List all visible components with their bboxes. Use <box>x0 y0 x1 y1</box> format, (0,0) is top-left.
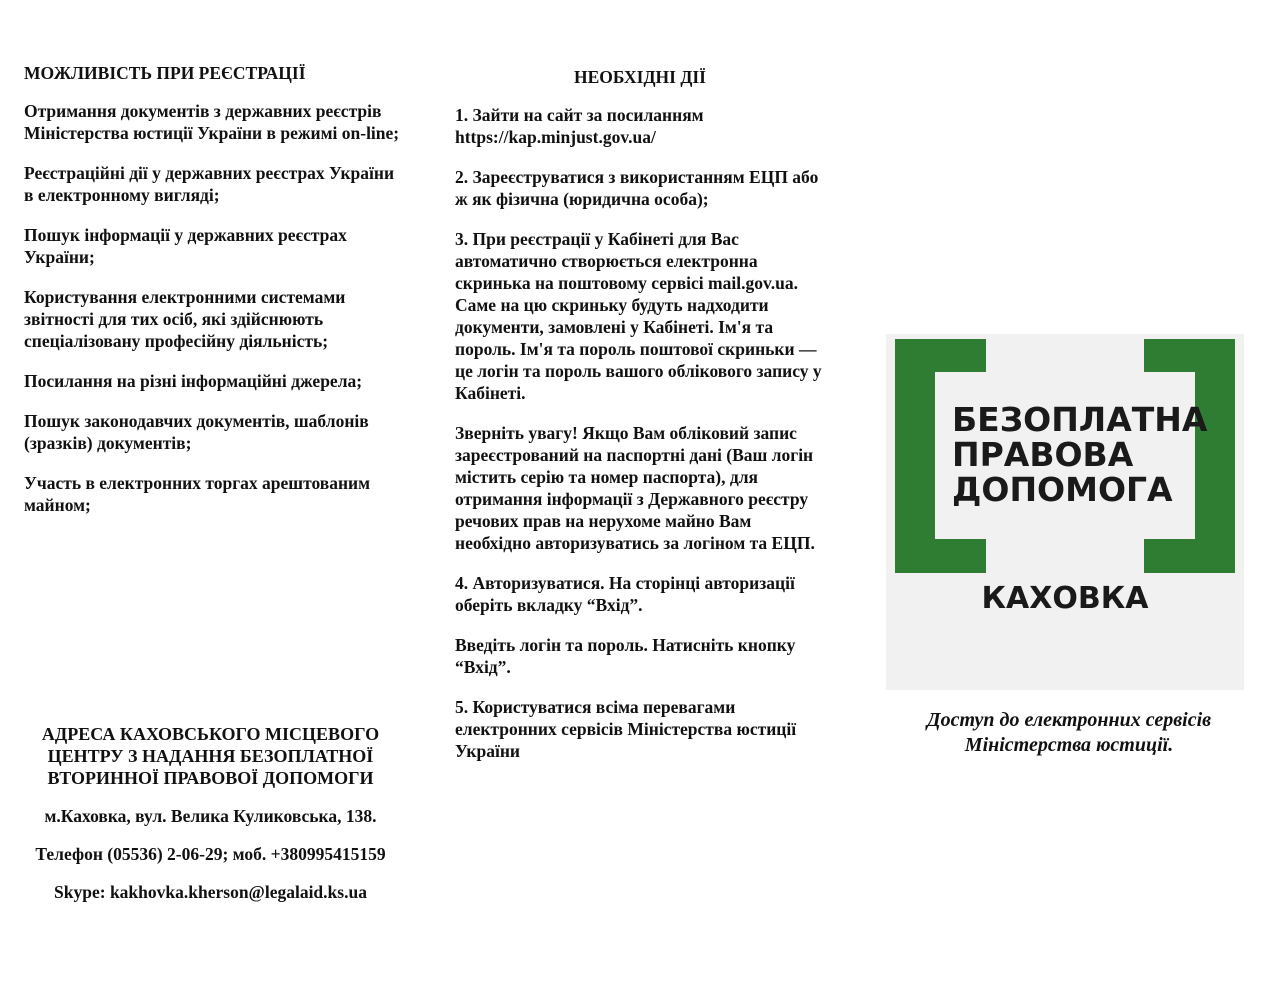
step-item: 1. Зайти на сайт за посиланням https://kap.minjust.gov.ua/ <box>455 105 704 147</box>
registration-options-column <box>24 62 404 534</box>
logo-line-3: ДОПОМОГА <box>952 470 1173 509</box>
address-skype: Skype: kakhovka.kherson@legalaid.ks.ua <box>54 882 367 902</box>
step-item: 3. При реєстрації у Кабінеті для Вас автоматично створюється електронна скринька на поштовому сервісі mail.gov.ua. Саме на цю скриньку будуть надходити документи, замовлені у Кабінеті. Ім'я та пороль. Ім'я та пороль поштової скриньки — це логін та пороль вашого облікового запису у Кабінеті. <box>455 229 822 403</box>
logo-graphic <box>886 334 1244 690</box>
step-item: Зверніть увагу! Якщо Вам обліковий запис зареєстрований на паспортні дані (Ваш логін містить серію та номер паспорта), для отримання інформації з Державного реєстру речових прав на нерухоме майно Вам необхідно авторизуватись за логіном та ЕЦП. <box>455 423 815 553</box>
address-title: АДРЕСА КАХОВСЬКОГО МІСЦЕВОГО ЦЕНТРУ З НАДАННЯ БЕЗОПЛАТНОЇ ВТОРИННОЇ ПРАВОВОЇ ДОПОМОГИ <box>41 724 380 788</box>
step-item: 5. Користуватися всіма перевагами електронних сервісів Міністерства юстиції України <box>455 697 797 761</box>
right-bracket-icon <box>1144 339 1235 573</box>
tagline: Доступ до електронних сервісів Міністерства юстиції. <box>926 709 1212 756</box>
address-street: м.Каховка, вул. Велика Куликовська, 138. <box>44 806 377 826</box>
legal-aid-logo <box>886 334 1244 690</box>
address-phone: Телефон (05536) 2-06-29; моб. +380995415159 <box>35 844 386 864</box>
registration-options-heading: МОЖЛИВІСТЬ ПРИ РЕЄСТРАЦІЇ <box>24 63 306 83</box>
option-item: Посилання на різні інформаційні джерела; <box>24 371 363 391</box>
required-actions-column <box>455 66 830 780</box>
step-item: 2. Зареєструватися з використанням ЕЦП або ж як фізична (юридична особа); <box>455 167 819 209</box>
option-item: Отримання документів з державних реєстрів Міністерства юстиції України в режимі on-line; <box>24 101 400 143</box>
logo-line-1: БЕЗОПЛАТНА <box>952 400 1208 439</box>
address-block <box>18 723 403 919</box>
step-item: Введіть логін та пороль. Натисніть кнопку “Вхід”. <box>455 635 796 677</box>
option-item: Пошук інформації у державних реєстрах України; <box>24 225 347 267</box>
logo-line-2: ПРАВОВА <box>952 435 1134 474</box>
option-item: Реєстраційні дії у державних реєстрах України в електронному вигляді; <box>24 163 395 205</box>
logo-city: КАХОВКА <box>981 581 1149 616</box>
option-item: Пошук законодавчих документів, шаблонів (зразків) документів; <box>24 411 369 453</box>
option-item: Участь в електронних торгах арештованим майном; <box>24 473 371 515</box>
step-item: 4. Авторизуватися. На сторінці авторизації оберіть вкладку “Вхід”. <box>455 573 795 615</box>
option-item: Користування електронними системами звітності для тих осіб, які здійснюють спеціалізовану професійну діяльність; <box>24 287 346 351</box>
required-actions-heading: НЕОБХІДНІ ДІЇ <box>574 67 706 87</box>
